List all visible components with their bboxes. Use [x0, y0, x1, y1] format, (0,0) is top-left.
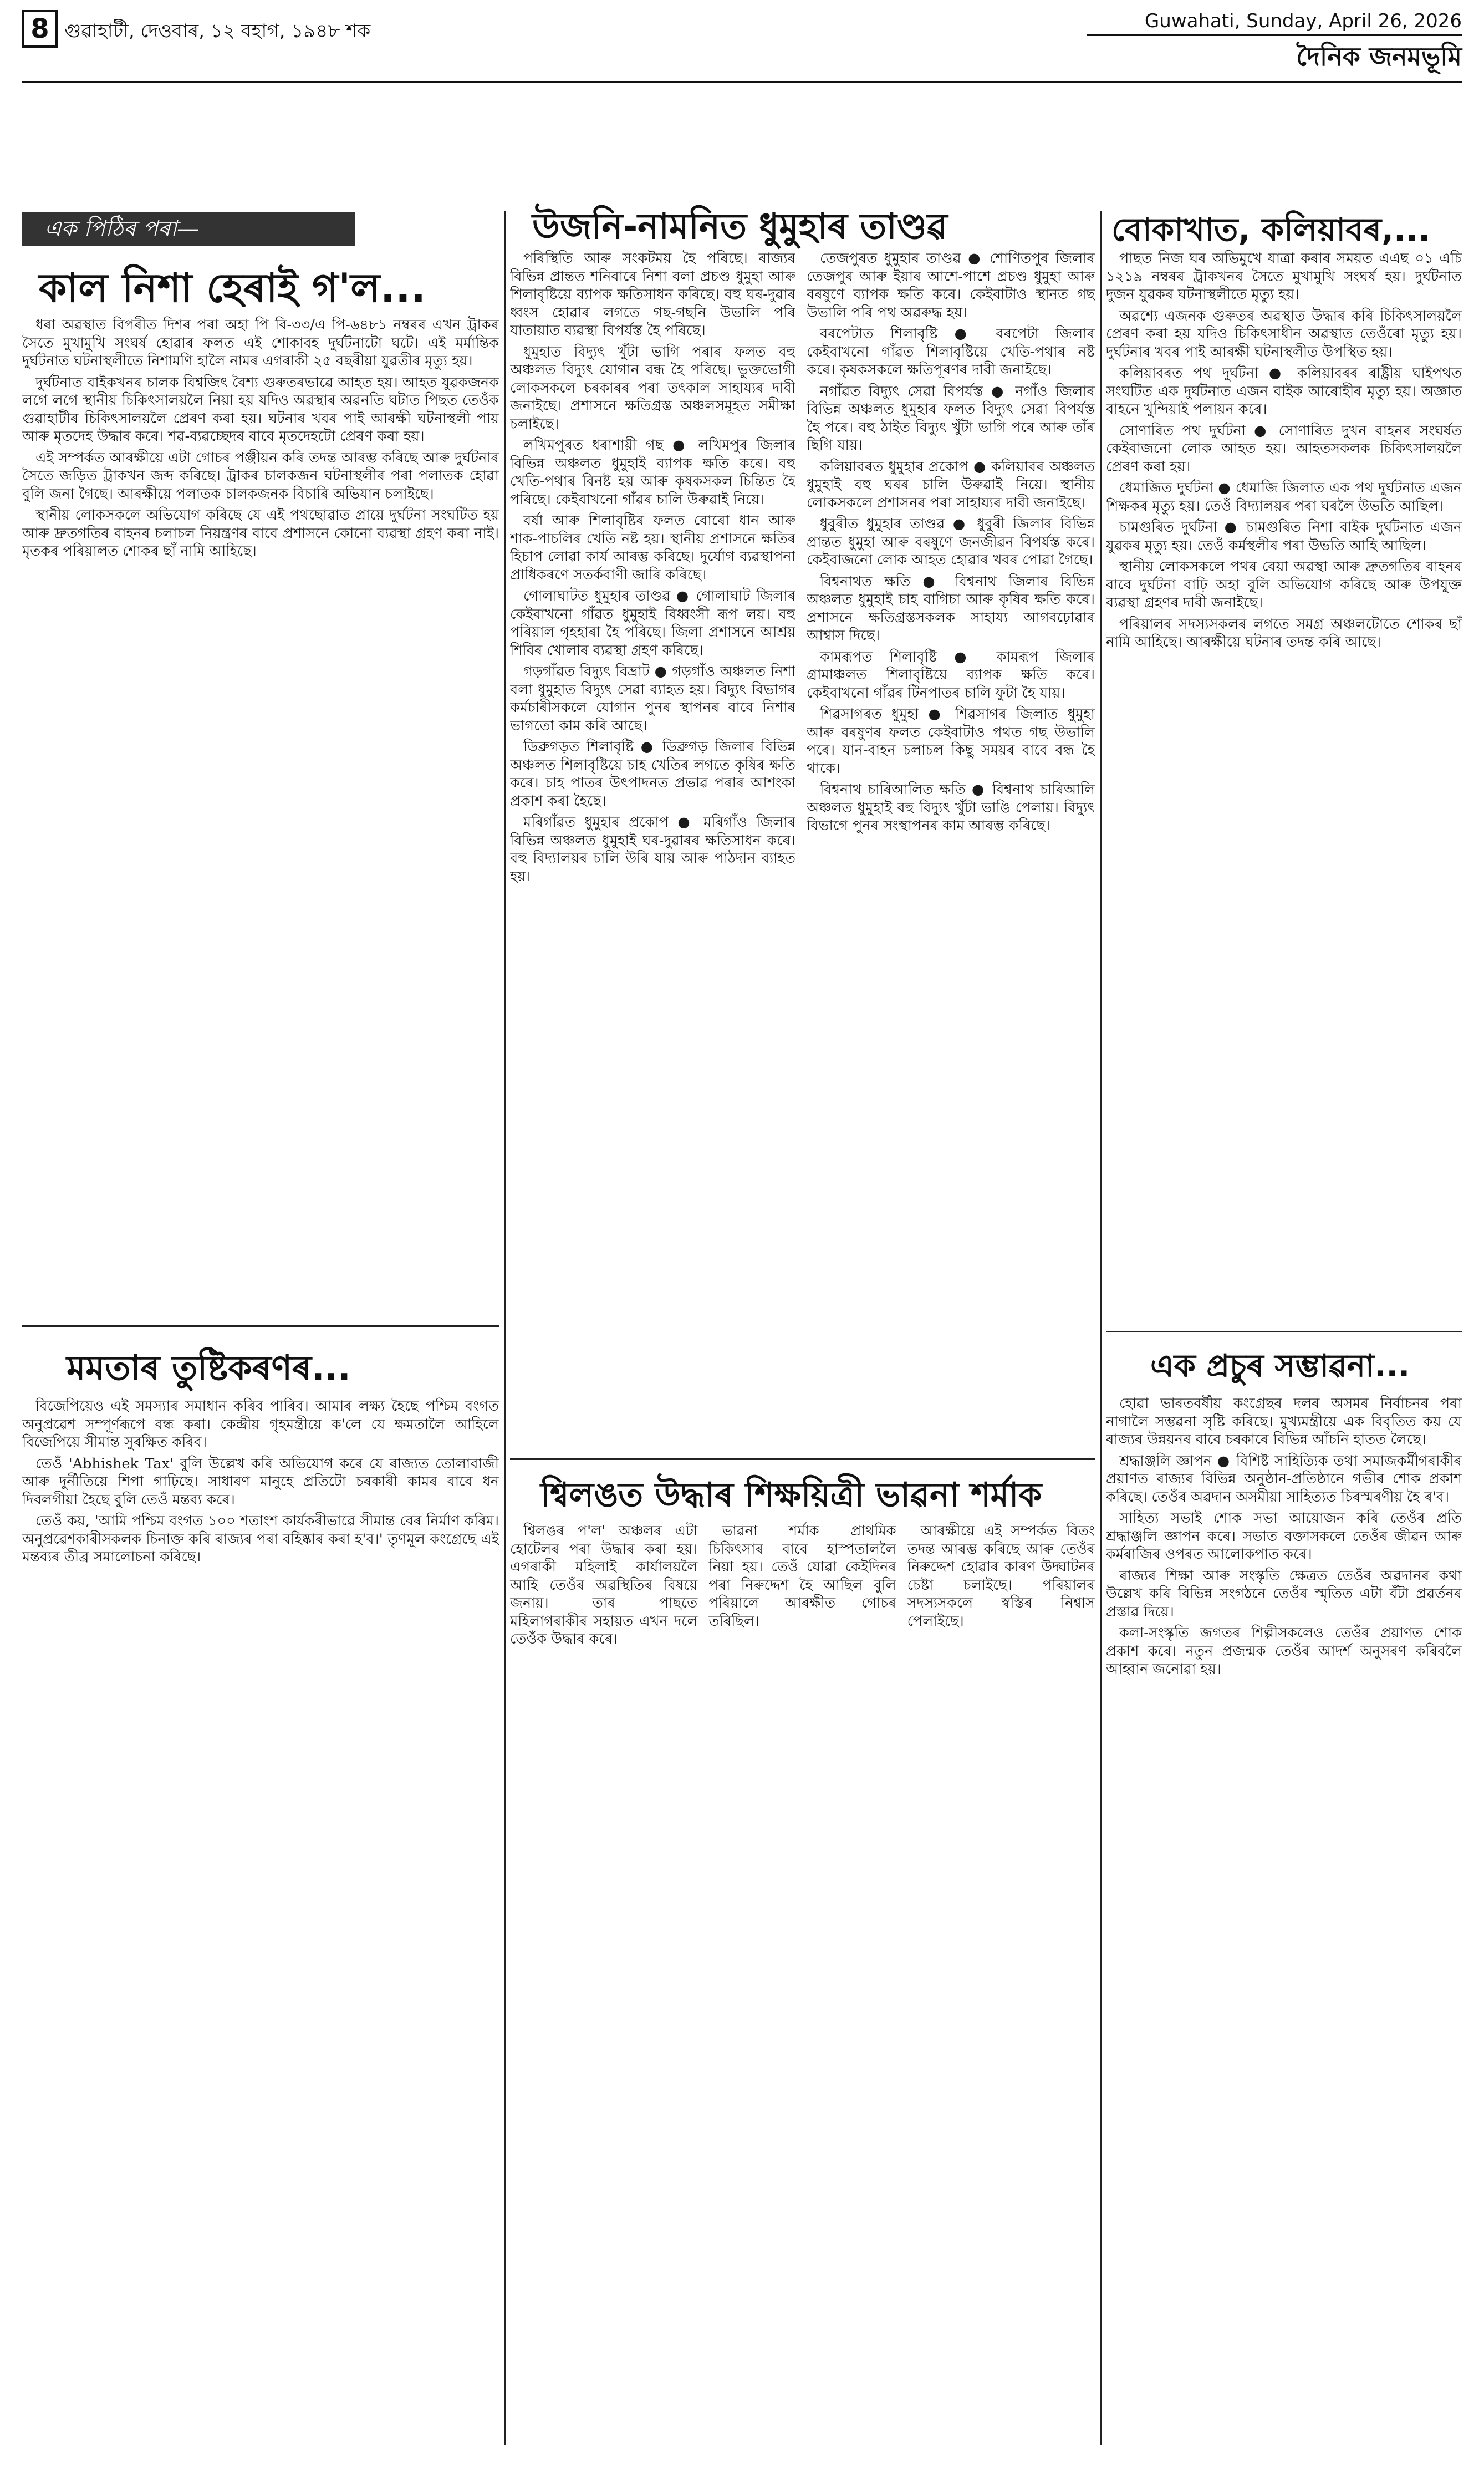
masthead — [22, 3, 1462, 83]
headline-ujani: উজনি-নামনিত ধুমুহাৰ তাণ্ডৱ — [532, 206, 948, 247]
paragraph: তেজপুৰত ধুমুহাৰ তাণ্ডৱ ● শোণিতপুৰ জিলাৰ তেজপুৰ আৰু ইয়াৰ আশে-পাশে প্ৰচণ্ড ধুমুহা আৰু বৰষুণে ব্যাপক ক্ষতি কৰে। কেইবাটাও স্থানত গছ উভালি পৰি পথ অৱৰুদ্ধ হয়। — [807, 250, 1095, 321]
paragraph: পৰিয়ালৰ সদস্যসকলৰ লগতে সমগ্ৰ অঞ্চলটোতে শোকৰ ছাঁ নামি আহিছে। আৰক্ষীয়ে ঘটনাৰ তদন্ত কৰি আছে। — [1106, 616, 1462, 650]
paragraph: স্থানীয় লোকসকলে পথৰ বেয়া অৱস্থা আৰু দ্ৰুতগতিৰ বাহনৰ বাবে দুৰ্ঘটনা বাঢ়ি অহা বুলি অভিযোগ কৰিছে আৰু উপযুক্ত ব্যৱস্থা গ্ৰহণৰ দাবী জনাইছে। — [1106, 558, 1462, 611]
article-prachur — [1106, 1395, 1462, 2445]
paragraph: বিজেপিয়েও এই সমস্যাৰ সমাধান কৰিব পাৰিব। আমাৰ লক্ষ্য হৈছে পশ্চিম বংগত অনুপ্ৰৱেশ সম্পূৰ্ণৰূপে বন্ধ কৰা। কেন্দ্ৰীয় গৃহমন্ত্ৰীয়ে ক'লে যে ক্ষমতালৈ আহিলে বিজেপিয়ে সীমান্ত সুৰক্ষিত কৰিব। — [22, 1398, 499, 1451]
headline-shillong: শ্বিলঙত উদ্ধাৰ শিক্ষয়িত্ৰী ভাৱনা শৰ্মাক — [540, 1476, 1042, 1514]
section-divider — [22, 1325, 499, 1327]
article-kal-nisha — [22, 316, 499, 1317]
paragraph: শিৱসাগৰত ধুমুহা ● শিৱসাগৰ জিলাত ধুমুহা আৰু বৰষুণৰ ফলত কেইবাটাও পথত গছ উভালি পৰে। যান-বাহন চলাচল কিছু সময়ৰ বাবে বন্ধ হৈ থাকে। — [807, 706, 1095, 777]
paragraph: দুৰ্ঘটনাত বাইকখনৰ চালক বিশ্বজিৎ বৈশ্য গুৰুতৰভাৱে আহত হয়। আহত যুৱকজনক লগে লগে স্থানীয় চিকিৎসালয়লৈ নিয়া হয় যদিও অৱস্থাৰ অৱনতি ঘটাত পিছত তেওঁক গুৱাহাটীৰ চিকিৎসালয়লৈ প্ৰেৰণ কৰা হয়। ঘটনাৰ খবৰ পাই আৰক্ষী ঘটনাস্থলী পায় আৰু মৃতদেহ উদ্ধাৰ কৰে। শৱ-ব্যৱচ্ছেদৰ বাবে মৃতদেহটো প্ৰেৰণ কৰা হয়। — [22, 374, 499, 445]
paragraph: ধুমুহাত বিদ্যুৎ খুঁটা ভাগি পৰাৰ ফলত বহু অঞ্চলত বিদ্যুৎ যোগান বন্ধ হৈ পৰিছে। ভুক্তভোগী লোকসকলে চৰকাৰৰ পৰা তৎকাল সাহায্যৰ দাবী জনাইছে। প্ৰশাসনে ক্ষতিগ্ৰস্ত অঞ্চলসমূহত সমীক্ষা চলাইছে। — [510, 343, 795, 433]
paragraph: কলা-সংস্কৃতি জগতৰ শিল্পীসকলেও তেওঁৰ প্ৰয়াণত শোক প্ৰকাশ কৰে। নতুন প্ৰজন্মক তেওঁৰ আদৰ্শ অনুসৰণ কৰিবলৈ আহ্বান জনোৱা হয়। — [1106, 1625, 1462, 1677]
paragraph: গোলাঘাটত ধুমুহাৰ তাণ্ডৱ ● গোলাঘাট জিলাৰ কেইবাখনো গাঁৱত ধুমুহাই বিধ্বংসী ৰূপ লয়। বহু পৰিয়াল গৃহহাৰা হৈ পৰিছে। জিলা প্ৰশাসনে আশ্ৰয় শিবিৰ খোলাৰ ব্যৱস্থা গ্ৰহণ কৰিছে। — [510, 588, 795, 659]
paragraph: তেওঁ কয়, 'আমি পশ্চিম বংগত ১০০ শতাংশ কাৰ্যকৰীভাৱে সীমান্ত বেৰ নিৰ্মাণ কৰিম। অনুপ্ৰৱেশকাৰীসকলক চিনাক্ত কৰি ৰাজ্যৰ পৰা বহিষ্কাৰ কৰা হ'ব।' তৃণমূল কংগ্ৰেছে এই মন্তব্যৰ তীব্ৰ সমালোচনা কৰিছে। — [22, 1513, 499, 1565]
paragraph: ভাৱনা শৰ্মাক প্ৰাথমিক চিকিৎসাৰ বাবে হাস্পতাললৈ নিয়া হয়। তেওঁ যোৱা কেইদিনৰ পৰা নিৰুদ্দেশ হৈ আছিল বুলি পৰিয়ালে আৰক্ষীত গোচৰ তৰিছিল। — [708, 1523, 896, 1630]
paragraph: ধৰা অৱস্থাত বিপৰীত দিশৰ পৰা অহা পি বি-৩৩/এ পি-৬৪৮১ নম্বৰৰ এখন ট্ৰাকৰ সৈতে মুখামুখি সংঘৰ্ষ হোৱাৰ ফলত এই শোকাবহ দুৰ্ঘটনাটো ঘটে। এই মৰ্মান্তিক দুৰ্ঘটনাত ঘটনাস্থলীতে নিশামণি হালৈ নামৰ এগৰাকী ২৫ বছৰীয়া যুৱতীৰ মৃত্যু হয়। — [22, 317, 499, 369]
headline-bokakhat: বোকাখাত, কলিয়াবৰ,... — [1111, 211, 1431, 248]
page-number: 8 — [22, 10, 58, 48]
paragraph: বৰ্ষা আৰু শিলাবৃষ্টিৰ ফলত বোৰো ধান আৰু শাক-পাচলিৰ খেতি নষ্ট হয়। স্থানীয় প্ৰশাসনে ক্ষতিৰ হিচাপ লোৱা কাৰ্য আৰম্ভ কৰিছে। দুৰ্যোগ ব্যৱস্থাপনা প্ৰাধিকৰণে সতৰ্কবাণী জাৰি কৰিছে। — [510, 512, 795, 583]
dateline-local: গুৱাহাটী, দেওবাৰ, ১২ বহাগ, ১৯৪৮ শক — [64, 20, 371, 42]
dateline-english: Guwahati, Sunday, April 26, 2026 — [1144, 10, 1462, 32]
paragraph: ডিব্ৰুগড়ত শিলাবৃষ্টি ● ডিব্ৰুগড় জিলাৰ বিভিন্ন অঞ্চলত শিলাবৃষ্টিয়ে চাহ খেতিৰ লগতে কৃষিৰ ক্ষতি কৰে। চাহ পাতৰ উৎপাদনত প্ৰভাৱ পৰাৰ আশংকা প্ৰকাশ কৰা হৈছে। — [510, 739, 795, 810]
paragraph: স্থানীয় লোকসকলে অভিযোগ কৰিছে যে এই পথছোৱাত প্ৰায়ে দুৰ্ঘটনা সংঘটিত হয় আৰু দ্ৰুতগতিৰ বাহনৰ চলাচল নিয়ন্ত্ৰণৰ বাবে প্ৰশাসনে কোনো ব্যৱস্থা গ্ৰহণ কৰা নাই। মৃতকৰ পৰিয়ালত শোকৰ ছাঁ নামি আহিছে। — [22, 507, 499, 559]
paragraph: আৰক্ষীয়ে এই সম্পৰ্কত বিতং তদন্ত আৰম্ভ কৰিছে আৰু তেওঁৰ নিৰুদ্দেশ হোৱাৰ কাৰণ উদ্ঘাটনৰ চেষ্টা চলাইছে। পৰিয়ালৰ সদস্যসকলে স্বস্তিৰ নিশ্বাস পেলাইছে। — [907, 1523, 1095, 1630]
paragraph: সাহিত্য সভাই শোক সভা আয়োজন কৰি তেওঁৰ প্ৰতি শ্ৰদ্ধাঞ্জলি জ্ঞাপন কৰে। সভাত বক্তাসকলে তেওঁৰ জীৱন আৰু কৰ্মৰাজিৰ ওপৰত আলোকপাত কৰে। — [1106, 1510, 1462, 1563]
headline-kal-nisha: কাল নিশা হেৰাই গ'ল... — [39, 264, 426, 311]
paragraph: এই সম্পৰ্কত আৰক্ষীয়ে এটা গোচৰ পঞ্জীয়ন কৰি তদন্ত আৰম্ভ কৰিছে আৰু দুৰ্ঘটনাৰ সৈতে জড়িত ট্ৰাকখন জব্দ কৰিছে। ট্ৰাকৰ চালকজন ঘটনাস্থলীৰ পৰা পলাতক হোৱা বুলি জনা গৈছে। আৰক্ষীয়ে পলাতক চালকজনক বিচাৰি অভিযান চলাইছে। — [22, 449, 499, 502]
paper-name: দৈনিক জনমভূমি — [1296, 42, 1462, 72]
article-bokakhat — [1106, 250, 1462, 1320]
section-tag: এক পিঠিৰ পৰা— — [22, 212, 355, 246]
paragraph: কলিয়াবৰত পথ দুৰ্ঘটনা ● কলিয়াবৰৰ ৰাষ্ট্ৰীয় ঘাইপথত সংঘটিত এক দুৰ্ঘটনাত এজন বাইক আৰোহীৰ মৃত্যু হয়। অজ্ঞাত বাহনে খুন্দিয়াই পলায়ন কৰে। — [1106, 365, 1462, 418]
column-divider — [504, 211, 506, 2445]
paragraph: বিশ্বনাথ চাৰিআলিত ক্ষতি ● বিশ্বনাথ চাৰিআলি অঞ্চলত ধুমুহাই বহু বিদ্যুৎ খুঁটা ভাঙি পেলায়। বিদ্যুৎ বিভাগে পুনৰ সংস্থাপনৰ কাম আৰম্ভ কৰিছে। — [807, 781, 1095, 834]
paragraph: ধুবুৰীত ধুমুহাৰ তাণ্ডৱ ● ধুবুৰী জিলাৰ বিভিন্ন প্ৰান্তত ধুমুহা আৰু বৰষুণে জনজীৱন বিপৰ্যস্ত কৰে। কেইবাজনো লোক আহত হোৱাৰ খবৰ পোৱা গৈছে। — [807, 516, 1095, 568]
paragraph: অৱশ্যে এজনক গুৰুতৰ অৱস্থাত উদ্ধাৰ কৰি চিকিৎসালয়লৈ প্ৰেৰণ কৰা হয় যদিও চিকিৎসাধীন অৱস্থাত তেওঁৰো মৃত্যু হয়। দুৰ্ঘটনাৰ খবৰ পাই আৰক্ষী ঘটনাস্থলীত উপস্থিত হয়। — [1106, 307, 1462, 360]
column-divider — [1100, 211, 1102, 2445]
paragraph: গড়গাঁৱত বিদ্যুৎ বিভ্ৰাট ● গড়গাঁও অঞ্চলত নিশা বলা ধুমুহাত বিদ্যুৎ সেৱা ব্যাহত হয়। বিদ্যুৎ বিভাগৰ কৰ্মচাৰীসকলে যোগান পুনৰ স্থাপনৰ বাবে নিশাৰ ভাগতো কাম কৰি আছে। — [510, 663, 795, 734]
paragraph: চামগুৰিত দুৰ্ঘটনা ● চামগুৰিত নিশা বাইক দুৰ্ঘটনাত এজন যুৱকৰ মৃত্যু হয়। তেওঁ কৰ্মস্থলীৰ পৰা উভতি আহি আছিল। — [1106, 519, 1462, 554]
paragraph: হোৱা ভাৰতবৰ্ষীয় কংগ্ৰেছৰ দলৰ অসমৰ নিৰ্বাচনৰ পৰা নাগালৈ সম্ভৱনা সৃষ্টি কৰিছে। মুখ্যমন্ত্ৰীয়ে এক বিবৃতিত কয় যে ৰাজ্যৰ উন্নয়নৰ বাবে চৰকাৰে বিভিন্ন আঁচনি হাতত লৈছে। — [1106, 1395, 1462, 1448]
paragraph: পৰিস্থিতি আৰু সংকটময় হৈ পৰিছে। ৰাজ্যৰ বিভিন্ন প্ৰান্তত শনিবাৰে নিশা বলা প্ৰচণ্ড ধুমুহা আৰু শিলাবৃষ্টিয়ে ব্যাপক ক্ষতিসাধন কৰিছে। বহু ঘৰ-দুৱাৰ ধ্বংস হোৱাৰ লগতে গছ-গছনি উভালি পৰি যাতায়াত ব্যৱস্থা বিপৰ্যস্ত হৈ পৰিছে। — [510, 250, 795, 339]
headline-mamata: মমতাৰ তুষ্টিকৰণৰ... — [67, 1347, 351, 1388]
paragraph: ধেমাজিত দুৰ্ঘটনা ● ধেমাজি জিলাত এক পথ দুৰ্ঘটনাত এজন শিক্ষকৰ মৃত্যু হয়। তেওঁ বিদ্যালয়ৰ পৰা ঘৰলৈ উভতি আছিল। — [1106, 480, 1462, 515]
paragraph: শ্ৰদ্ধাঞ্জলি জ্ঞাপন ● বিশিষ্ট সাহিত্যিক তথা সমাজকৰ্মীগৰাকীৰ প্ৰয়াণত ৰাজ্যৰ বিভিন্ন অনুষ্ঠান-প্ৰতিষ্ঠানে গভীৰ শোক প্ৰকাশ কৰিছে। তেওঁৰ অৱদান অসমীয়া সাহিত্যত চিৰস্মৰণীয় হৈ ৰ'ব। — [1106, 1452, 1462, 1505]
paragraph: কলিয়াবৰত ধুমুহাৰ প্ৰকোপ ● কলিয়াবৰ অঞ্চলত ধুমুহাই বহু ঘৰৰ চালি উৰুৱাই নিয়ে। স্থানীয় লোকসকলে প্ৰশাসনৰ পৰা সাহায্যৰ দাবী জনাইছে। — [807, 458, 1095, 511]
paragraph: মৰিগাঁৱত ধুমুহাৰ প্ৰকোপ ● মৰিগাঁও জিলাৰ বিভিন্ন অঞ্চলত ধুমুহাই ঘৰ-দুৱাৰৰ ক্ষতিসাধন কৰে। বহু বিদ্যালয়ৰ চালি উৰি যায় আৰু পাঠদান ব্যাহত হয়। — [510, 814, 795, 885]
article-ujani-col2 — [807, 250, 1095, 1453]
paragraph: কামৰূপত শিলাবৃষ্টি ● কামৰূপ জিলাৰ গ্ৰামাঞ্চলত শিলাবৃষ্টিয়ে ব্যাপক ক্ষতি কৰে। কেইবাখনো গাঁৱৰ টিনপাতৰ চালি ফুটা হৈ যায়। — [807, 648, 1095, 701]
article-ujani-col1 — [510, 250, 795, 1453]
paragraph: নগাঁৱত বিদ্যুৎ সেৱা বিপৰ্যস্ত ● নগাঁও জিলাৰ বিভিন্ন অঞ্চলত ধুমুহাৰ ফলত বিদ্যুৎ সেৱা বিপৰ্যস্ত হৈ পৰে। বহু ঠাইত বিদ্যুৎ খুঁটা ভাগি পৰে আৰু তাঁৰ ছিগি যায়। — [807, 383, 1095, 454]
headline-prachur: এক প্ৰচুৰ সম্ভাৱনা... — [1150, 1348, 1410, 1384]
paragraph: বিশ্বনাথত ক্ষতি ● বিশ্বনাথ জিলাৰ বিভিন্ন অঞ্চলত ধুমুহাই চাহ বাগিচা আৰু কৃষিৰ ক্ষতি কৰে। প্ৰশাসনে ক্ষতিগ্ৰস্তসকলক সাহায্য আগবঢ়োৱাৰ আশ্বাস দিছে। — [807, 573, 1095, 644]
paragraph: লখিমপুৰত ধৰাশায়ী গছ ● লখিমপুৰ জিলাৰ বিভিন্ন অঞ্চলত ধুমুহাই ব্যাপক ক্ষতি কৰে। বহু খেতি-পথাৰ বিনষ্ট হয় আৰু কৃষকসকল চিন্তিত হৈ পৰিছে। কেইবাখনো গাঁৱৰ চালি উৰুৱাই নিয়ে। — [510, 437, 795, 508]
paragraph: শ্বিলঙৰ প'ল' অঞ্চলৰ এটা হোটেলৰ পৰা উদ্ধাৰ কৰা হয়। এগৰাকী মহিলাই কাৰ্যালয়লৈ আহি তেওঁৰ অৱস্থিতিৰ বিষয়ে জনায়। তাৰ পাছতে মহিলাগৰাকীৰ সহায়ত এখন দলে তেওঁক উদ্ধাৰ কৰে। — [510, 1523, 698, 1647]
paragraph: বৰপেটাত শিলাবৃষ্টি ● বৰপেটা জিলাৰ কেইবাখনো গাঁৱত শিলাবৃষ্টিয়ে খেতি-পথাৰ নষ্ট কৰে। কৃষকসকলে ক্ষতিপূৰণৰ দাবী জনাইছে। — [807, 325, 1095, 378]
section-divider — [1106, 1331, 1462, 1332]
paragraph: সোণাৰিত পথ দুৰ্ঘটনা ● সোণাৰিত দুখন বাহনৰ সংঘৰ্ষত কেইবাজনো লোক আহত হয়। আহতসকলক চিকিৎসালয়লৈ প্ৰেৰণ কৰা হয়। — [1106, 422, 1462, 475]
section-divider — [510, 1458, 1095, 1460]
article-shillong — [510, 1522, 1095, 2445]
paragraph: পাছত নিজ ঘৰ অভিমুখে যাত্ৰা কৰাৰ সময়ত এএছ ০১ এচি ১২১৯ নম্বৰৰ ট্ৰাকখনৰ সৈতে মুখামুখি সংঘৰ্ষ হয়। দুৰ্ঘটনাত দুজন যুৱকৰ ঘটনাস্থলীতে মৃত্যু হয়। — [1106, 250, 1462, 303]
article-mamata — [22, 1397, 499, 2445]
masthead-rule — [1087, 34, 1462, 36]
paragraph: তেওঁ 'Abhishek Tax' বুলি উল্লেখ কৰি অভিযোগ কৰে যে ৰাজ্যত তোলাবাজী আৰু দুৰ্নীতিয়ে শিপা গাঢ়িছে। সাধাৰণ মানুহে প্ৰতিটো চৰকাৰী কামৰ বাবে ধন দিবলগীয়া হৈছে বুলি তেওঁ মন্তব্য কৰে। — [22, 1455, 499, 1508]
paragraph: ৰাজ্যৰ শিক্ষা আৰু সংস্কৃতি ক্ষেত্ৰত তেওঁৰ অৱদানৰ কথা উল্লেখ কৰি বিভিন্ন সংগঠনে তেওঁৰ স্মৃতিত এটা বঁটা প্ৰৱৰ্তনৰ প্ৰস্তাৱ দিয়ে। — [1106, 1567, 1462, 1620]
